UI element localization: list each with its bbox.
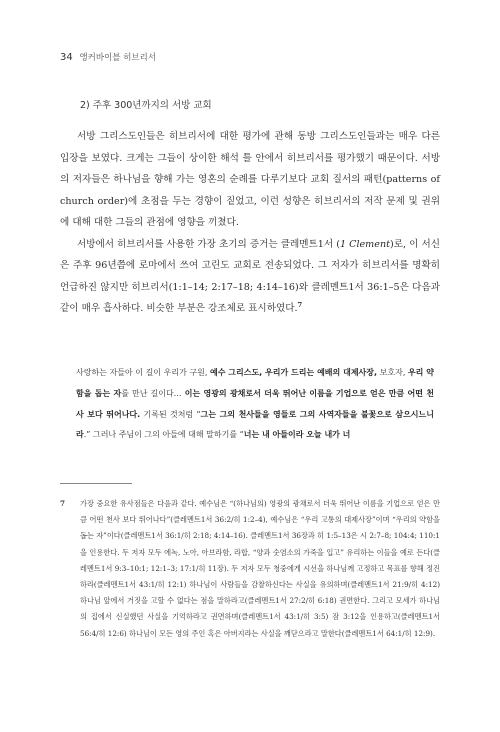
running-head	[60, 51, 156, 63]
footnote-reference: 7	[297, 300, 303, 309]
section-heading: 2) 주후 300년까지의 서방 교회	[80, 100, 212, 111]
paragraph-2	[60, 234, 440, 320]
quote-bold-5: 너는 내 아들이라 오늘 내가 너	[243, 430, 351, 440]
quote-plain-2: 보호자,	[377, 368, 408, 377]
book-title: 앵커바이블 히브리서	[79, 53, 157, 63]
quote-bold-1: 예수 그리스도, 우리가 드리는 예배의 대제사장,	[209, 368, 378, 377]
footnote-divider	[60, 483, 132, 484]
footnote-text: 가장 중요한 유사점들은 다음과 같다. 예수님은 “(하나님의) 영광의 광채로서 더욱 뛰어난 이름을 기업으로 얻은 만큼 어떤 천사 보다 뛰어나다”(클레멘트1서 36:2/히 1:2–4), 예수님은 “우리 고통의 대제사장”이며 “우리의 약함을 돕는 자”이다(클레멘트1서 36:1/히 2:18; 4:14–16). 클레멘트1서 36장과 히 1:5–13은 시 2:7–8; 104:4; 110:1을 인용한다. 두 저자 모두 에녹, 노아, 아브라함, 라합, “양과 숫염소의 가죽을 입고” 유리하는 이들을 예로 든다(클레멘트1서 9:3–10:1; 12:1–3; 17:1/히 11장). 두 저자 모두 청중에게 시선을 하나님께 고정하고 목표를 향해 정진하라(클레멘트1서 43:1/히 12:1) 하나님이 사람들을 감찰하신다는 사실을 유의하며(클레멘트1서 21:9/히 4:12) 하나님 앞에서 거짓을 고할 수 없다는 점을 말하라고(클레멘트1서 27:2/히 6:18) 권면한다. 그리고 모세가 하나님의 집에서 신실했던 사실을 기억하라고 권면하며(클레멘트1서 43:1/히 3:5) 잠 3:12을 인용하고(클레멘트1서 56:4/히 12:6) 하나님이 모든 영의 주인 혹은 아버지라는 사실을 깨닫으라고 말한다(클레멘트1서 64:1/히 12:9).	[80, 499, 440, 638]
block-quote	[76, 363, 434, 446]
paragraph-2-text-a: 서방에서 히브리서를 사용한 가장 초기의 증거는 클레멘트1서 (	[77, 238, 340, 250]
quote-plain-1: 사랑하는 자들아 이 길이 우리가 구원,	[76, 368, 210, 377]
quote-bold-4: 그는 그의 천사들을 영들로 그의 사역자들을 불꽃으로 삼으시느니라	[76, 409, 434, 440]
quote-bold-2: 우리 약함을 돕는 자	[76, 368, 434, 398]
body-text	[60, 126, 440, 320]
footnote	[60, 496, 440, 642]
footnote-number: 7	[60, 499, 66, 508]
paragraph-1: 서방 그리스도인들은 히브리서에 대한 평가에 관해 동방 그리스도인들과는 매우 다른 입장을 보였다. 크게는 그들이 상이한 해석 틀 안에서 히브리서를 평가했기 때문이다. 서방의 저자들은 하나님을 향해 가는 영혼의 순례를 다루기보다 교회 질서의 패턴(patterns of church order)에 초점을 두는 경향이 짙었고, 이런 성향은 히브리서의 저작 문제 및 권위에 대해 대한 그들의 관점에 영향을 끼쳤다.	[60, 131, 440, 228]
quote-plain-4: 기록된 것처럼 “	[140, 409, 201, 419]
page-number: 34	[60, 52, 73, 63]
quote-bold-3: 이는 영광의 광채로서 더욱 뛰어난 이름을 기업으로 얻은 만큼 어떤 천사 보다 뛰어나다.	[76, 388, 434, 419]
paragraph-2-italic: 1 Clement	[339, 238, 390, 250]
quote-plain-5: .” 그러나 주님이 그의 아들에 대해 말하기를 “	[83, 430, 244, 440]
quote-plain-3: 를 만난 길이다…	[121, 388, 185, 398]
paragraph-2-text-b: )로, 이 서신은 주후 96년쯤에 로마에서 쓰여 고린도 교회로 전송되었다. 그 저자가 히브리서를 명확히 언급하진 않지만 히브리서(1:1–14; 2:17–18; 4:14–16)와 클레멘트1서 36:1–5은 다음과 같이 매우 흡사하다. 비슷한 부분은 강조체로 표시하였다.	[60, 238, 440, 314]
